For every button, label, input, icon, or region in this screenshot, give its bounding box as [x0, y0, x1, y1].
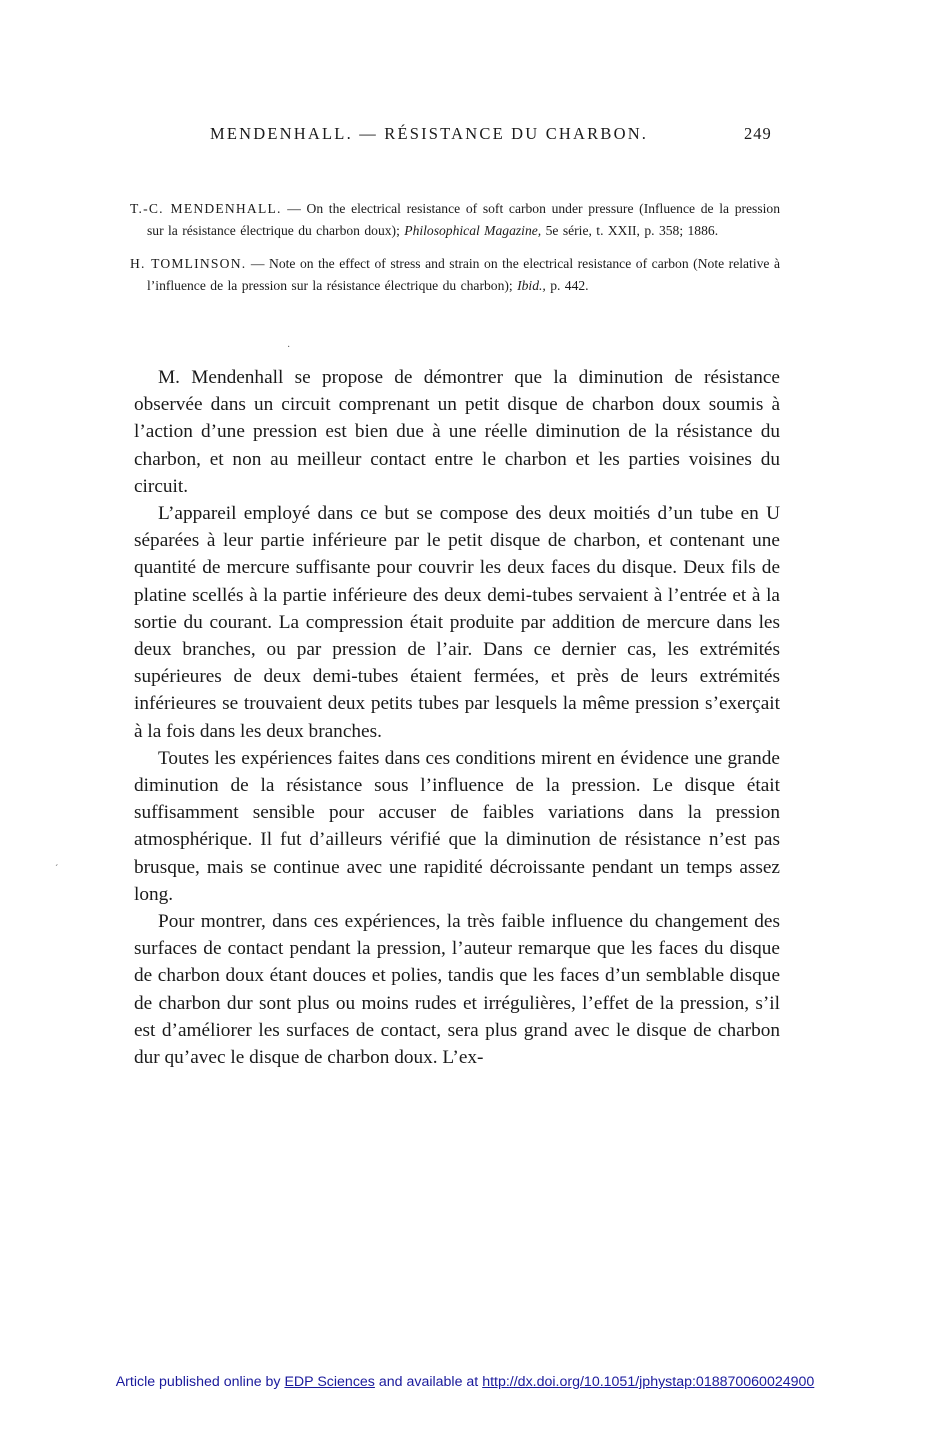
reference-item	[130, 253, 780, 296]
running-head	[0, 124, 930, 148]
body-paragraph: Toutes les expériences faites dans ces conditions mirent en évidence une grande diminution de la résistance sous l’influence de la pression. Le disque était suffisamment sensible pour accuser de faibles variations dans la pression atmosphérique. Il fut d’ailleurs vérifié que la diminution de résistance n’est pas brusque, mais se continue avec une rapidité décroissante pendant un temps assez long.	[134, 747, 780, 905]
page-number: 249	[744, 124, 772, 143]
reference-author: T.-C. MENDENHALL.	[130, 201, 282, 216]
reference-journal: Ibid.,	[517, 277, 546, 293]
footer-middle: and available at	[374, 1374, 483, 1390]
doi-link[interactable]: http://dx.doi.org/10.1051/jphystap:018870060024900	[482, 1374, 815, 1390]
body-paragraph: L’appareil employé dans ce but se compose des deux moitiés d’un tube en U séparées à leur partie inférieure par le petit disque de charbon, et contenant une quantité de mercure suffisante pour couvrir les deux faces du disque. Deux fils de platine scellés à la partie inférieure des deux demi-tubes servaient à l’entrée et à la sortie du courant. La compression était produite par addition de mercure dans les deux branches, ou par pression de l’air. Dans ce dernier cas, les extrémités supérieures de deux demi-tubes étaient fermées, et près de leurs extrémités inférieures se trouvaient deux petits tubes par lesquels la même pression s’exerçait à la fois dans les deux branches.	[134, 503, 780, 742]
reference-text: — Note on the effect of stress and strain on the electrical resistance of carbon (Note relative à l’influence de la pression sur la résistance électrique du charbon);	[147, 256, 781, 293]
reference-journal: Philosophical Magazine,	[404, 222, 542, 238]
publication-footer	[0, 1374, 930, 1390]
print-speck: ˊ	[55, 864, 59, 875]
reference-text: — On the electrical resistance of soft carbon under pressure (Influence de la pression sur la résistance électrique du charbon doux);	[147, 201, 780, 238]
references	[130, 198, 780, 308]
footer-prefix: Article published online by	[115, 1374, 285, 1390]
publisher-link[interactable]: EDP Sciences	[284, 1374, 375, 1390]
running-title: MENDENHALL. — RÉSISTANCE DU CHARBON.	[210, 124, 649, 143]
reference-item	[130, 198, 780, 241]
body-paragraph: M. Mendenhall se propose de démontrer que la diminution de résistance observée dans un circuit comprenant un petit disque de charbon doux soumis à l’action d’une pression est bien due à une réelle diminution de la résistance du charbon, et non au meilleur contact entre le charbon et les parties voisines du circuit.	[134, 367, 780, 497]
reference-details: 5e série, t. XXII, p. 358; 1886.	[541, 222, 719, 238]
body-paragraph: Pour montrer, dans ces expériences, la très faible influence du changement des surfaces de contact pendant la pression, l’auteur remarque que les faces du disque de charbon doux étant douces et polies, tandis que les faces d’un semblable disque de charbon dur sont plus ou moins rudes et irrégulières, l’effet de la pression, s’il est d’améliorer les surfaces de contact, sera plus grand avec le disque de charbon dur qu’avec le disque de charbon doux. L’ex-	[134, 911, 780, 1069]
reference-details: p. 442.	[545, 277, 589, 293]
article-body	[134, 364, 780, 1071]
print-speck: ·	[287, 342, 291, 353]
reference-author: H. TOMLINSON.	[130, 256, 247, 271]
